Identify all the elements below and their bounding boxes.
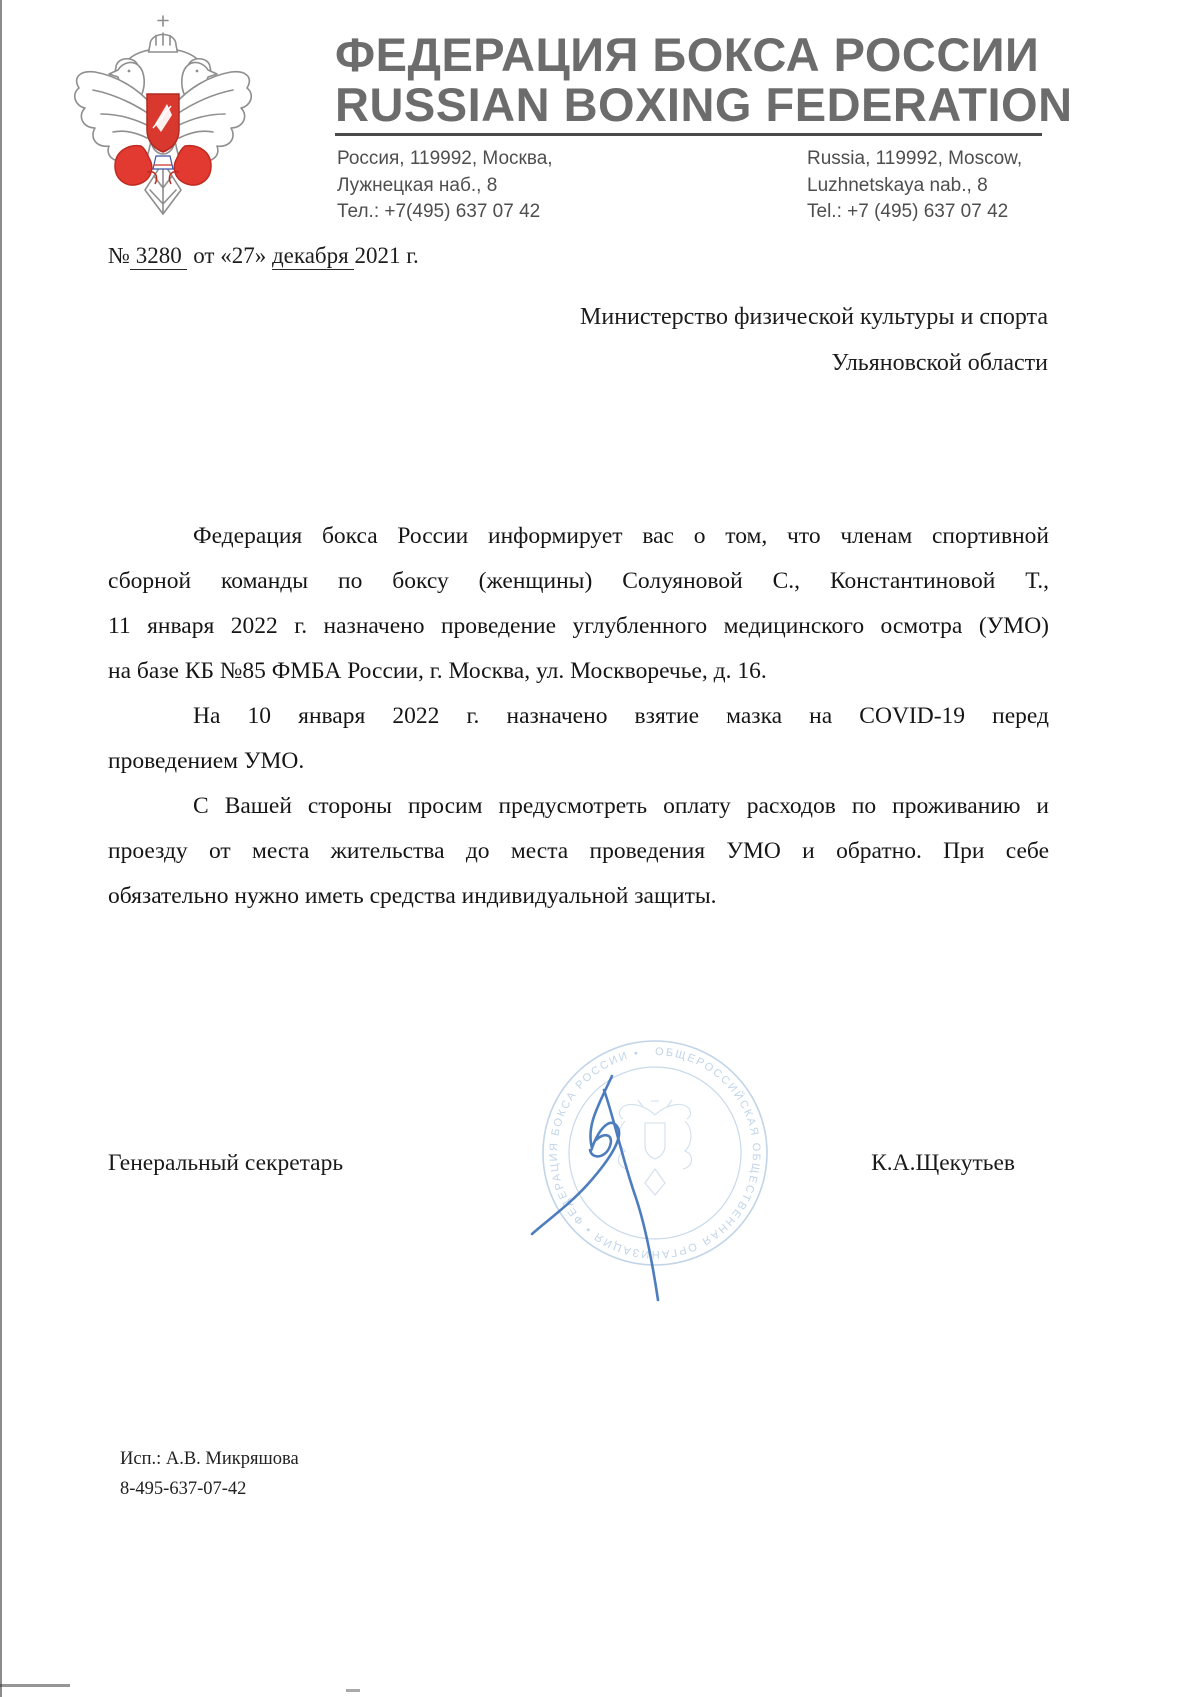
letter-body (108, 514, 1049, 919)
recipient-line1: Министерство физической культуры и спорта (580, 304, 1048, 330)
stamp-seal (543, 1041, 767, 1265)
address-ru-line3: Тел.: +7(495) 637 07 42 (337, 201, 541, 222)
masthead (335, 28, 1073, 131)
body-line: проезду от места жительства до места проведения УМО и обратно. При себе (108, 838, 1049, 864)
scan-streak-artifact (0, 1684, 70, 1687)
ref-year: 2021 г. (354, 243, 419, 268)
body-line: 11 января 2022 г. назначено проведение углубленного медицинского осмотра (УМО) (108, 613, 1049, 639)
address-ru-line2: Лужнецкая наб., 8 (337, 174, 498, 196)
scan-edge-artifact (0, 0, 2, 1697)
stamp-ring-text: ОБЩЕРОССИЙСКАЯ ОБЩЕСТВЕННАЯ ОРГАНИЗАЦИЯ • ФЕДЕРАЦИЯ БОКСА РОССИИ • (547, 1045, 763, 1261)
ref-number: 3280 (129, 243, 188, 268)
red-shield-with-rider (147, 94, 179, 152)
coat-of-arms-emblem (62, 12, 264, 230)
body-line: на базе КБ №85 ФМБА России, г. Москва, ул. Москворечье, д. 16. (108, 658, 767, 684)
tricolor-ribbon (153, 156, 173, 169)
ref-infix: от «27» (187, 243, 272, 268)
signatory-title: Генеральный секретарь (108, 1150, 344, 1176)
address-en-line2: Luzhnetskaya nab., 8 (807, 174, 988, 196)
body-line: обязательно нужно иметь средства индивидуальной защиты. (108, 883, 717, 909)
address-en-line1: Russia, 119992, Moscow, (807, 148, 1023, 169)
address-ru-line1: Россия, 119992, Москва, (337, 148, 553, 169)
stamp-and-signature (505, 1003, 805, 1325)
body-line: На 10 января 2022 г. назначено взятие мазка на COVID-19 перед (193, 703, 1049, 729)
body-line: проведением УМО. (108, 748, 305, 774)
recipient-line2: Ульяновской области (831, 350, 1048, 376)
scan-dot-artifact (346, 1689, 360, 1692)
ref-month: декабря (271, 243, 355, 268)
body-line: Федерация бокса России информирует вас о том, что членам спортивной (193, 523, 1049, 549)
address-ru (337, 146, 807, 226)
address-en (807, 146, 1047, 226)
org-name-ru: ФЕДЕРАЦИЯ БОКСА РОССИИ (335, 28, 1040, 81)
ref-label: № (108, 243, 130, 268)
org-name-en: RUSSIAN BOXING FEDERATION (335, 78, 1073, 131)
body-line: С Вашей стороны просим предусмотреть оплату расходов по проживанию и (193, 793, 1049, 819)
reference-line (108, 243, 419, 269)
masthead-divider (335, 133, 1042, 136)
body-line: сборной команды по боксу (женщины) Солуяновой С., Константиновой Т., (108, 568, 1049, 594)
executor-name: Исп.: А.В. Микряшова (120, 1449, 299, 1469)
executor-phone: 8-495-637-07-42 (120, 1479, 247, 1499)
letterhead-addresses (337, 146, 1047, 226)
svg-text:ОБЩЕРОССИЙСКАЯ ОБЩЕСТВЕННАЯ ОР (548, 1046, 762, 1260)
address-en-line3: Tel.: +7 (495) 637 07 42 (807, 201, 1009, 222)
recipient-block (450, 294, 1048, 386)
executor-block (120, 1444, 299, 1504)
signatory-name: К.А.Щекутьев (871, 1150, 1015, 1176)
